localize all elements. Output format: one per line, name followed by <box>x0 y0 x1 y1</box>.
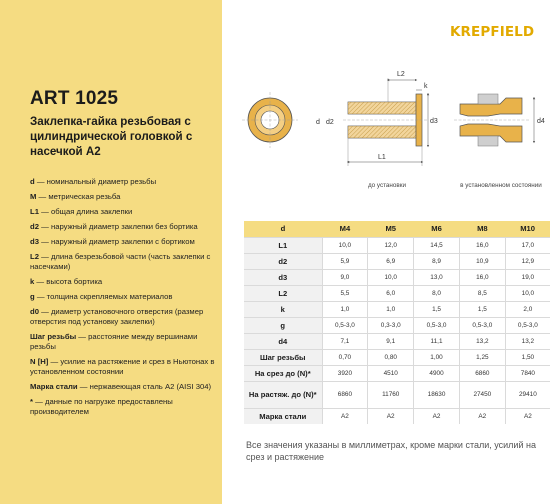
legend-key: k <box>30 277 35 286</box>
legend-item <box>30 237 218 247</box>
table-cell: 1,5 <box>414 301 460 317</box>
legend-item <box>30 397 218 417</box>
legend-item <box>30 332 218 352</box>
row-label: Марка стали <box>244 408 322 424</box>
table-cell: 5,9 <box>322 253 368 269</box>
legend-key: Марка стали <box>30 382 78 391</box>
legend-text: — длина безрезьбовой части (часть заклепки с насечками) <box>30 252 211 271</box>
legend-item <box>30 177 218 187</box>
table-cell: 7,1 <box>322 333 368 349</box>
front-view <box>242 92 298 148</box>
table-row <box>244 269 550 285</box>
table-cell: 12,0 <box>368 237 414 253</box>
header-size: М6 <box>414 221 460 237</box>
legend-item <box>30 292 218 302</box>
table-cell: 2,0 <box>505 301 550 317</box>
header-size: М10 <box>505 221 550 237</box>
legend-key: g <box>30 292 35 301</box>
caption-after: в установленном состоянии <box>460 182 542 189</box>
label-L2: L2 <box>397 71 405 78</box>
table-cell: 9,1 <box>368 333 414 349</box>
table-cell: 9,0 <box>322 269 368 285</box>
row-label: d2 <box>244 253 322 269</box>
table-cell: A2 <box>505 408 550 424</box>
table-cell: 27450 <box>459 381 505 408</box>
table-cell: A2 <box>368 408 414 424</box>
table-cell: 4510 <box>368 365 414 381</box>
table-row <box>244 349 550 365</box>
table-cell: 6860 <box>322 381 368 408</box>
table-cell: 29410 <box>505 381 550 408</box>
row-label: d4 <box>244 333 322 349</box>
legend-item <box>30 357 218 377</box>
table-row <box>244 408 550 424</box>
table-cell: 17,0 <box>505 237 550 253</box>
header-size: М5 <box>368 221 414 237</box>
label-d2: d2 <box>326 119 334 126</box>
legend-key: N [Н] <box>30 357 49 366</box>
table-cell: 6,0 <box>368 285 414 301</box>
table-cell: 13,0 <box>414 269 460 285</box>
table-cell: A2 <box>414 408 460 424</box>
table-cell: 0,3-3,0 <box>368 317 414 333</box>
table-cell: 0,5-3,0 <box>505 317 550 333</box>
section-installed <box>454 94 534 146</box>
section-before-install <box>343 78 428 166</box>
legend-item <box>30 192 218 202</box>
table-cell: 8,0 <box>414 285 460 301</box>
table-cell: 4900 <box>414 365 460 381</box>
legend-item <box>30 207 218 217</box>
legend-key: d2 <box>30 222 39 231</box>
table-cell: 19,0 <box>505 269 550 285</box>
table-row <box>244 285 550 301</box>
legend-text: — номинальный диаметр резьбы <box>34 177 157 186</box>
table-cell: 1,0 <box>322 301 368 317</box>
table-cell: 5,5 <box>322 285 368 301</box>
table-cell: 8,5 <box>459 285 505 301</box>
legend-key: L2 <box>30 252 39 261</box>
legend-key: d <box>30 177 35 186</box>
product-subtitle: Заклепка-гайка резьбовая с цилиндрической головкой с насечкой А2 <box>30 115 193 158</box>
header-size: М4 <box>322 221 368 237</box>
table-cell: 16,0 <box>459 269 505 285</box>
brand-logo: KREPFIELD <box>450 24 535 40</box>
table-cell: 10,0 <box>505 285 550 301</box>
label-d: d <box>316 119 320 126</box>
legend-item <box>30 252 218 272</box>
label-d4: d4 <box>537 118 545 125</box>
table-row <box>244 381 550 408</box>
legend-text: — диаметр установочного отверстия (размер отверстия под установку заклепки) <box>30 307 204 326</box>
legend-text: — данные по нагрузке предоставлены производителем <box>30 397 173 416</box>
table-cell: 11,1 <box>414 333 460 349</box>
table-header-row <box>244 221 550 237</box>
row-label: Шаг резьбы <box>244 349 322 365</box>
table-cell: 16,0 <box>459 237 505 253</box>
legend-key: М <box>30 192 37 201</box>
table-cell: 11760 <box>368 381 414 408</box>
row-label: L1 <box>244 237 322 253</box>
row-label: На растяж. до (N)* <box>244 381 322 408</box>
table-cell: 6,9 <box>368 253 414 269</box>
legend-key: * <box>30 397 33 406</box>
legend-text: — наружный диаметр заклепки с бортиком <box>38 237 195 246</box>
table-cell: 7840 <box>505 365 550 381</box>
table-cell: 1,5 <box>459 301 505 317</box>
table-cell: 10,0 <box>322 237 368 253</box>
row-label: d3 <box>244 269 322 285</box>
legend-text: — толщина скрепляемых материалов <box>34 292 173 301</box>
legend-list <box>30 177 218 422</box>
caption-before: до установки <box>367 182 407 189</box>
table-row <box>244 237 550 253</box>
table-cell: 13,2 <box>505 333 550 349</box>
table-cell: A2 <box>459 408 505 424</box>
legend-key: L1 <box>30 207 39 216</box>
table-cell: 14,5 <box>414 237 460 253</box>
table-cell: 3920 <box>322 365 368 381</box>
table-cell: A2 <box>322 408 368 424</box>
legend-text: — метрическая резьба <box>36 192 121 201</box>
footnote: Все значения указаны в миллиметрах, кроме марки стали, усилий на срез и растяжение <box>246 440 536 462</box>
table-cell: 1,00 <box>414 349 460 365</box>
info-panel <box>0 0 222 504</box>
table-cell: 0,70 <box>322 349 368 365</box>
row-label: L2 <box>244 285 322 301</box>
table-cell: 13,2 <box>459 333 505 349</box>
article-title: ART 1025 <box>30 88 119 109</box>
legend-key: d0 <box>30 307 39 316</box>
table-cell: 0,5-3,0 <box>322 317 368 333</box>
table-cell: 0,80 <box>368 349 414 365</box>
table-cell: 8,9 <box>414 253 460 269</box>
row-label: g <box>244 317 322 333</box>
table-row <box>244 253 550 269</box>
legend-text: — расстояние между вершинами резьбы <box>30 332 198 351</box>
table-cell: 0,5-3,0 <box>459 317 505 333</box>
legend-text: — высота бортика <box>34 277 103 286</box>
label-k: k <box>424 83 428 90</box>
specs-table <box>244 221 550 424</box>
table-cell: 18630 <box>414 381 460 408</box>
table-cell: 10,0 <box>368 269 414 285</box>
legend-text: — общая длина заклепки <box>38 207 133 216</box>
legend-item <box>30 307 218 327</box>
label-d3: d3 <box>430 118 438 125</box>
table-cell: 12,9 <box>505 253 550 269</box>
table-cell: 1,0 <box>368 301 414 317</box>
legend-text: — нержавеющая сталь А2 (AISI 304) <box>77 382 212 391</box>
legend-text: — наружный диаметр заклепки без бортика <box>38 222 198 231</box>
table-row <box>244 333 550 349</box>
header-param: d <box>244 221 322 237</box>
table-cell: 0,5-3,0 <box>414 317 460 333</box>
header-size: М8 <box>459 221 505 237</box>
legend-key: d3 <box>30 237 39 246</box>
row-label: k <box>244 301 322 317</box>
row-label: На срез до (N)* <box>244 365 322 381</box>
table-row <box>244 317 550 333</box>
legend-text: — усилие на растяжение и срез в Ньютонах в установленном состоянии <box>30 357 215 376</box>
table-cell: 6860 <box>459 365 505 381</box>
legend-item <box>30 222 218 232</box>
table-row <box>244 365 550 381</box>
legend-key: Шаг резьбы <box>30 332 77 341</box>
legend-item <box>30 277 218 287</box>
label-L1: L1 <box>378 154 386 161</box>
table-row <box>244 301 550 317</box>
table-cell: 1,25 <box>459 349 505 365</box>
table-cell: 10,9 <box>459 253 505 269</box>
table-cell: 1,50 <box>505 349 550 365</box>
legend-item <box>30 382 218 392</box>
